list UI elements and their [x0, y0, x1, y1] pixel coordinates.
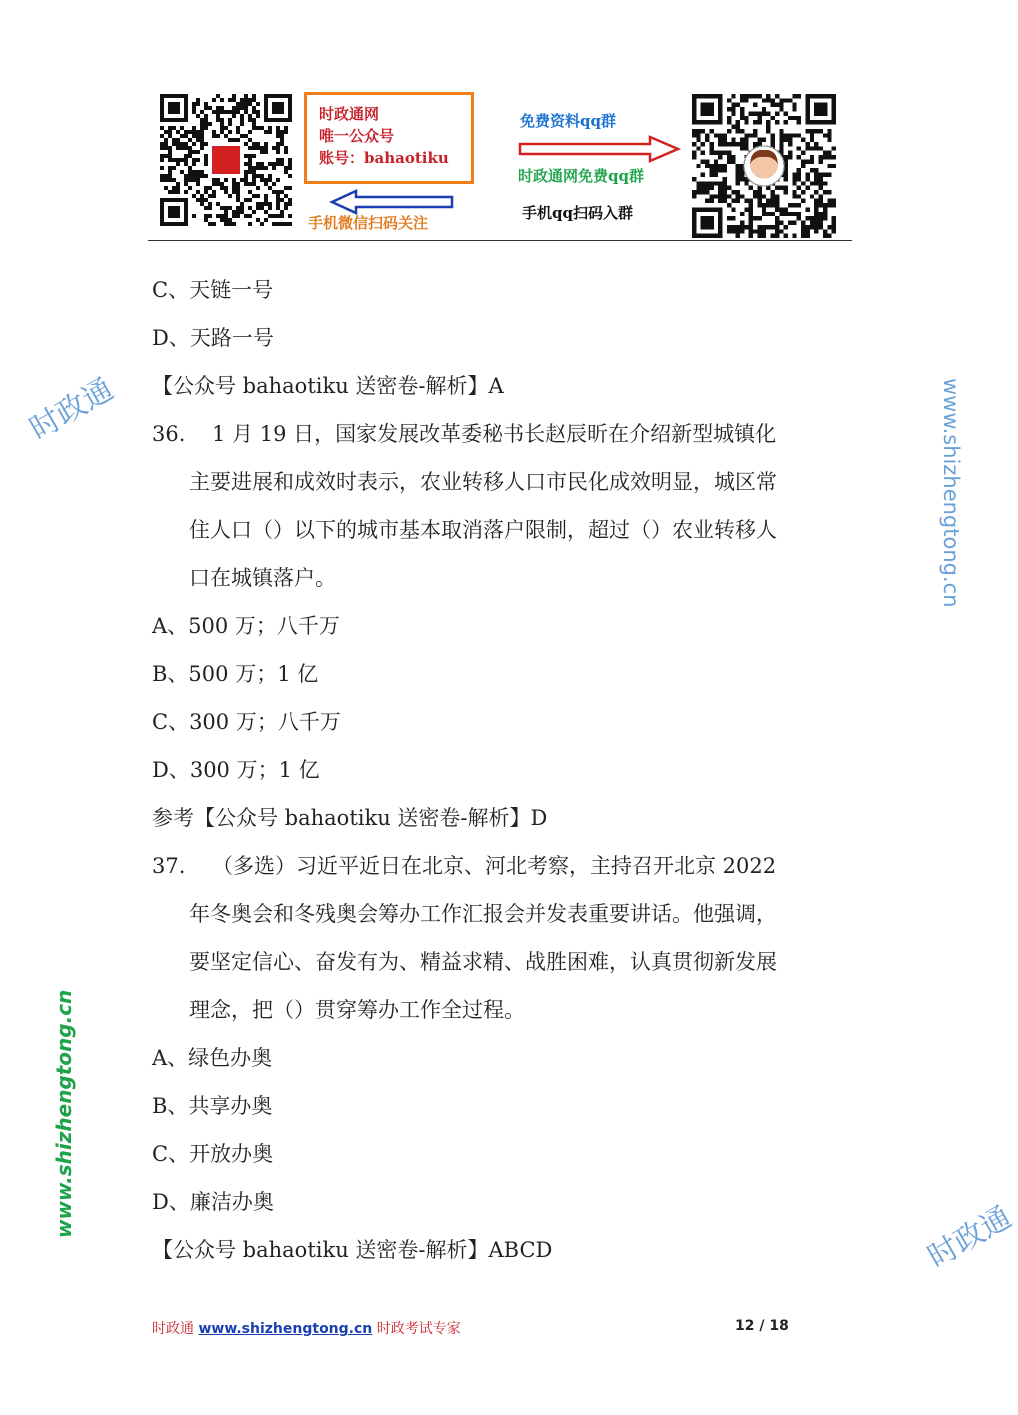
text-line [152, 1082, 862, 1130]
text-line [152, 506, 862, 554]
text-line [152, 1034, 862, 1082]
right-arrow-icon [518, 136, 680, 162]
line-text: 口在城镇落户。 [189, 566, 336, 590]
account-box-line: 时政通网 [319, 105, 380, 123]
text-line [152, 986, 862, 1034]
line-text: 年冬奥会和冬残奥会筹办工作汇报会并发表重要讲话。他强调， [189, 902, 777, 926]
text-line [152, 746, 862, 794]
line-text: C、300 万；八千万 [152, 710, 341, 734]
page-number: 12 / 18 [735, 1318, 789, 1334]
footer-brand: 时政通 [152, 1321, 194, 1337]
question-line [152, 842, 862, 890]
free-materials-caption: 免费资料qq群 [520, 112, 616, 130]
line-text: A、500 万；八千万 [152, 614, 340, 638]
watermark-text: 时政通 [24, 371, 120, 448]
line-text: 参考【公众号 bahaotiku 送密卷-解析】D [152, 806, 548, 830]
text-line [152, 794, 862, 842]
left-arrow-icon [330, 190, 454, 214]
wechat-follow-caption: 手机微信扫码关注 [308, 214, 429, 232]
question-number: 36. [152, 422, 186, 446]
document-body [152, 266, 862, 1274]
line-text: 理念，把（）贯穿筹办工作全过程。 [189, 998, 525, 1022]
watermark-url-text: www.shizhengtong.cn [939, 378, 963, 608]
footer-left [152, 1318, 461, 1338]
line-text: 【公众号 bahaotiku 送密卷-解析】ABCD [152, 1238, 553, 1262]
footer-slogan: 时政考试专家 [376, 1321, 461, 1337]
line-text: D、天路一号 [152, 326, 274, 350]
line-text: （多选）习近平近日在北京、河北考察，主持召开北京 2022 [212, 854, 777, 878]
watermark-url [918, 378, 963, 608]
qq-group-caption: 时政通网免费qq群 [518, 167, 644, 185]
account-box-line: 账号：bahaotiku [319, 149, 449, 167]
line-text: 【公众号 bahaotiku 送密卷-解析】A [152, 374, 504, 398]
qq-scan-caption: 手机qq扫码入群 [522, 204, 633, 222]
line-text: B、500 万；1 亿 [152, 662, 319, 686]
account-box-line: 唯一公众号 [319, 127, 395, 145]
text-line [152, 1178, 862, 1226]
text-line [152, 1226, 862, 1274]
text-line [152, 458, 862, 506]
line-text: C、开放办奥 [152, 1142, 274, 1166]
watermark-text: 时政通 [922, 1199, 1018, 1276]
question-number: 37. [152, 854, 186, 878]
line-text: C、天链一号 [152, 278, 274, 302]
text-line [152, 314, 862, 362]
text-line [152, 362, 862, 410]
qq-group-qr-code [690, 94, 838, 238]
wechat-account-box [304, 92, 474, 184]
text-line [152, 698, 862, 746]
line-text: 1 月 19 日，国家发展改革委秘书长赵辰昕在介绍新型城镇化 [212, 422, 777, 446]
line-text: B、共享办奥 [152, 1094, 273, 1118]
text-line [152, 266, 862, 314]
footer-link[interactable]: www.shizhengtong.cn [198, 1321, 373, 1337]
text-line [152, 890, 862, 938]
line-text: 要坚定信心、奋发有为、精益求精、战胜困难，认真贯彻新发展 [189, 950, 777, 974]
line-text: A、绿色办奥 [152, 1046, 273, 1070]
line-text: 住人口（）以下的城市基本取消落户限制，超过（）农业转移人 [189, 518, 777, 542]
line-text: D、廉洁办奥 [152, 1190, 274, 1214]
text-line [152, 554, 862, 602]
wechat-qr-code [160, 94, 292, 226]
header-divider [148, 240, 852, 241]
line-text: D、300 万；1 亿 [152, 758, 320, 782]
text-line [152, 1130, 862, 1178]
watermark-url: www.shizhengtong.cn [52, 989, 76, 1238]
question-line [152, 410, 862, 458]
text-line [152, 602, 862, 650]
text-line [152, 938, 862, 986]
text-line [152, 650, 862, 698]
line-text: 主要进展和成效时表示，农业转移人口市民化成效明显，城区常 [189, 470, 777, 494]
